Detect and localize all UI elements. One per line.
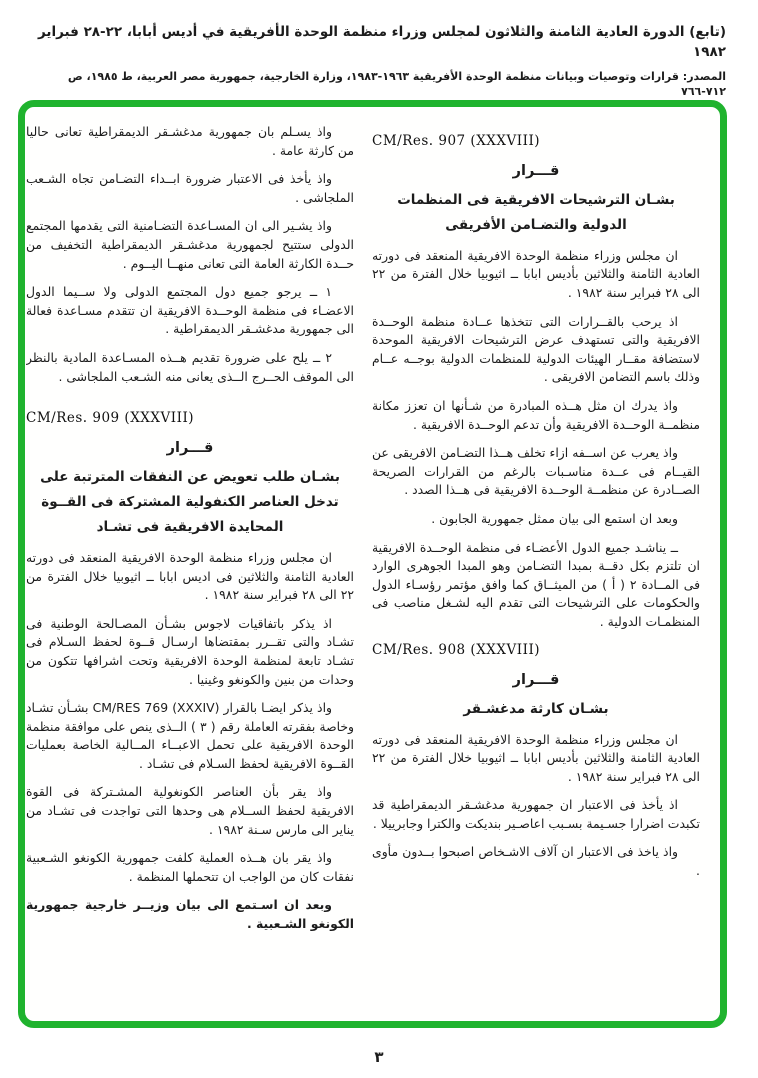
resolution-code-907: CM/Res. 907 (XXXVIII) xyxy=(372,133,541,149)
document-frame xyxy=(18,100,727,1028)
paragraph: وبعد ان اسـتمع الى بيان وزيــر خارجية جمهورية الكونغو الشـعبية . xyxy=(26,897,354,932)
two-column-layout xyxy=(25,107,720,995)
paragraph: اذ يأخذ فى الاعتبار ان جمهورية مدغشـقر الديمقراطية قد تكبدت اضرارا جسـيمة بسـبب اعاصـير بنديكت والكترا وجابرييلا . xyxy=(372,797,700,831)
resolution-code-909: CM/Res. 909 (XXXVIII) xyxy=(26,410,195,427)
source-citation: المصدر: قرارات وتوصيات وبيانات منظمة الوحدة الأفريقية ١٩٦٣-١٩٨٣، وزارة الخارجية، جمهورية مصر العربية، ط ١٩٨٥، ص ٧١٢-٧٦٦ xyxy=(67,69,726,98)
resolution-heading: قـــرار xyxy=(512,671,560,688)
paragraph: اذ يذكر باتفاقيات لاجوس بشـأن المصـالحة الوطنية فى تشـاد والتى تقــرر بمقتضاها ارسـال قــوة لحفظ السـلام فى تشـاد تابعة لمنظمة الوحدة الافريقية وتحت اشرافها تتكون من وحدات من بنين والكونغو وغينيا . xyxy=(26,615,354,687)
column-left xyxy=(26,123,354,985)
resolution-title-line: بشـان الترشيحات الافريقية فى المنظمات xyxy=(397,192,675,208)
session-title: (تابع) الدورة العادية الثامنة والثلاثون لمجلس وزراء منظمة الوحدة الأفريقية في أديس أبابا، ٢٢-٢٨ فبراير ١٩٨٢ xyxy=(38,24,726,61)
paragraph: واذ يشـير الى ان المسـاعدة التضـامنية التى يقدمها المجتمع الدولى ستتيح لجمهورية مدغشـقر الديمقراطية التخفيف من حــدة الكارثة العامة التى تعانى منهــا اليــوم . xyxy=(26,218,354,271)
paragraph: واذ ياخذ فى الاعتبار ان آلاف الاشـخاص اصبحوا بــدون مأوى . xyxy=(372,844,700,879)
column-right xyxy=(372,123,700,985)
resolution-title-line: بشـان كارثة مدغشـقر xyxy=(463,700,609,717)
paragraph: ١ ــ يرجو جميع دول المجتمع الدولى ولا ســيما الدول الاعضـاء فى منظمة الوحــدة الافريقية ان تتقدم مسـاعدة فعالة الى جمهورية مدغشـقر الديمقراطية . xyxy=(26,284,354,337)
resolution-title-line: الدولية والتضـامن الأفريقى xyxy=(445,216,627,233)
resolution-title-line: تدخل العناصر الكنفولية المشتركة فى القــوة xyxy=(41,494,339,511)
resolution-title-line: بشـان طلب تعويض عن النفقات المترتبة على xyxy=(40,469,340,486)
resolution-heading: قـــرار xyxy=(166,440,214,457)
resolution-title-line: المحايدة الافريقية فى تشـاد xyxy=(96,519,284,535)
paragraph: ان مجلس وزراء منظمة الوحدة الافريقية المنعقد فى دورته العادية الثامنة والثلاثين فى اديس ابابا ــ اثيوبيا خلال الفترة من ٢٢ الى ٢٨ فبراير سنة ١٩٨٢ . xyxy=(26,549,354,603)
paragraph: واذ يدرك ان مثل هــذه المبادرة من شـأنها ان تعزز مكانة منظمــة الوحــدة الافريقية وأن تدعم الوحــدة الافريقية . xyxy=(372,398,700,432)
paragraph: اذ يرحب بالقــرارات التى تتخذها عــادة منظمة الوحــدة الافريقية والتى تستهدف عرض الترشيحات الافريقية الموحدة لاستضافة مقــار الهيئات الدولية للمنظمات الدولية بوجــه عــام وذلك باسم التضامن الافريقى . xyxy=(372,313,700,385)
paragraph: وبعد ان استمع الى بيان ممثل جمهورية الجابون . xyxy=(431,511,678,526)
paragraph: واذ يذكر ايضـا بالقرار CM/RES 769 (XXXIV) بشـأن تشـاد وخاصة بفقرته العاملة رقم ( ٣ ) الــذى ينص على موافقة منظمة الوحدة الافريقية على تحمل الاعبــاء المــالية الخاصة بعمليات القــوة الافريقية لحفظ السـلام فى تشـاد . xyxy=(26,700,354,771)
paragraph: ٢ ــ يلح على ضرورة تقديم هــذه المسـاعدة المادية بالنظر الى الموقف الحــرج الــذى يعانى منه الشـعب الملجاشى . xyxy=(26,349,354,384)
spacer xyxy=(26,396,354,400)
resolution-heading: قـــرار xyxy=(512,163,560,179)
resolution-code-908: CM/Res. 908 (XXXVIII) xyxy=(372,641,541,658)
paragraph: واذ يقر بأن العناصر الكونغولية المشـتركة فى القوة الافريقية لحفظ الســلام هى وحدها التى تواجدت فى تشـاد من يناير الى مارس سـنة ١٩٨٢ . xyxy=(26,784,354,837)
page-header xyxy=(28,22,726,99)
page-number: ٣ xyxy=(374,1048,384,1066)
paragraph: واذ يسـلم بان جمهورية مدغشـقر الديمقراطية تعانى حاليا من كارثة عامة . xyxy=(26,124,354,158)
paragraph: واذ يقر بان هــذه العملية كلفت جمهورية الكونغو الشـعبية نفقات كان من الواجب ان تتحملها المنظمة . xyxy=(26,850,354,884)
paragraph: واذ يعرب عن اســفه ازاء تخلف هــذا التضـامن الافريقى عن القيــام فى عــدة مناسـبات بالرغم من القرارات الصريحة الصــادرة عن منظمــة الوحــدة الافريقية فى هــذا الصدد . xyxy=(372,445,700,498)
paragraph: ان مجلس وزراء منظمة الوحدة الافريقية المنعقد فى دورته العادية الثامنة والثلاثين بأديس ابابا ــ اثيوبيا خلال الفترة من ٢٢ الى ٢٨ فبراير سنة ١٩٨٢ . xyxy=(372,731,700,784)
paragraph: ان مجلس وزراء منظمة الوحدة الافريقية المنعقد فى دورته العادية الثامنة والثلاثين بأديس ابابا ــ اثيوبيا خلال الفترة من ٢٢ الى ٢٨ فبراير سنة ١٩٨٢ . xyxy=(372,247,700,301)
paragraph: ــ يناشـد جميع الدول الأعضـاء فى منظمة الوحــدة الافريقية ان تلتزم بكل دقــة بمبدا التضـامن وهو المبدا الجوهرى الوارد فى المــادة ٢ ( أ ) من الميثــاق كما وافق مؤتمر رؤسـاء الدول والحكومات على الترشيحات التى تقدم اليه لشـغل مناصب فى المنظمـات الدولية . xyxy=(372,539,700,629)
paragraph: واذ يأخذ فى الاعتبار ضرورة ابــداء التضـامن تجاه الشـعب الملجاشى . xyxy=(26,171,354,205)
